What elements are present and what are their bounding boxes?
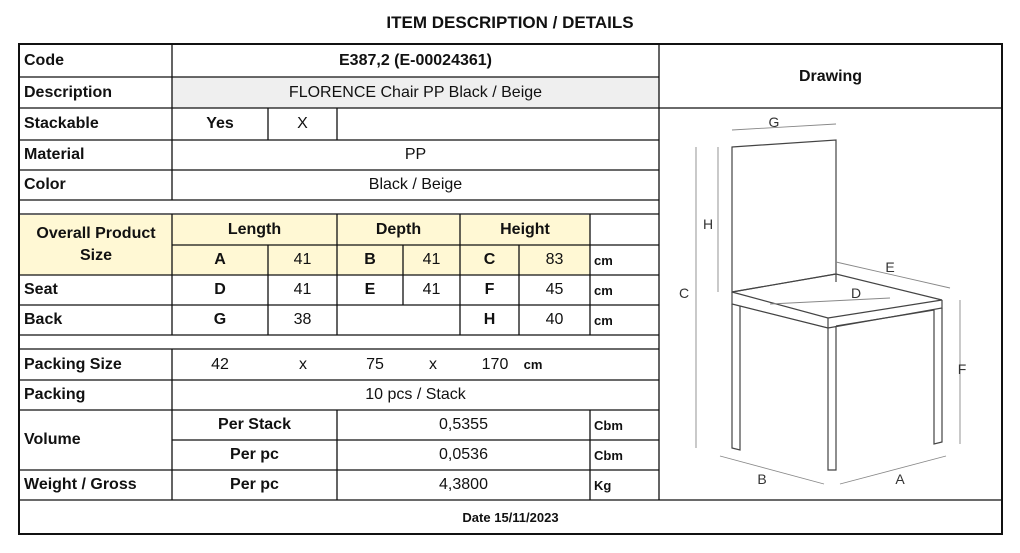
packing-size-x2: x [429, 355, 437, 373]
material-label: Material [24, 146, 85, 163]
back-label: Back [24, 311, 63, 328]
dim-f-key: F [484, 281, 495, 298]
drawing-letter-a: A [895, 471, 905, 487]
volume-per-pc-label: Per pc [230, 446, 279, 463]
weight-label: Weight / Gross [24, 476, 137, 493]
dim-e-value: 41 [422, 281, 441, 298]
drawing-letter-b: B [757, 471, 767, 487]
drawing-letter-g: G [768, 114, 780, 130]
dim-a-value: 41 [293, 251, 312, 268]
description-label: Description [24, 83, 113, 101]
dim-a-key: A [214, 251, 226, 268]
depth-header: Depth [375, 220, 422, 238]
dim-e-key: E [364, 281, 376, 298]
stackable-yes: Yes [206, 115, 234, 132]
weight-unit: Kg [594, 477, 612, 493]
packing-size-c: 170 [481, 355, 509, 373]
packing-size-a: 42 [211, 355, 229, 373]
dim-b-value: 41 [422, 251, 441, 268]
height-header: Height [500, 220, 550, 238]
dim-back-unit: cm [594, 312, 613, 328]
length-header: Length [227, 220, 282, 238]
dim-seat-unit: cm [594, 282, 613, 298]
volume-per-pc-value: 0,0536 [439, 446, 488, 463]
drawing-letter-f: F [957, 361, 967, 377]
volume-label: Volume [24, 431, 81, 448]
dim-b-key: B [364, 251, 376, 268]
dim-h-key: H [483, 311, 496, 328]
packing-value: 10 pcs / Stack [365, 386, 466, 403]
stackable-label: Stackable [24, 115, 99, 132]
dim-d-key: D [214, 281, 226, 298]
packing-size-label: Packing Size [24, 355, 122, 373]
material-value: PP [404, 146, 427, 163]
date-footer: Date 15/11/2023 [462, 509, 559, 525]
weight-value: 4,3800 [439, 476, 488, 493]
drawing-letter-c: C [678, 285, 690, 301]
color-value: Black / Beige [368, 176, 463, 193]
packing-size-b: 75 [366, 355, 384, 373]
weight-per-pc-label: Per pc [230, 476, 279, 493]
drawing-letter-h: H [702, 216, 714, 232]
code-label: Code [24, 52, 64, 69]
volume-per-stack-value: 0,5355 [439, 416, 488, 433]
dim-c-key: C [483, 251, 496, 268]
chair-drawing [660, 112, 1002, 498]
overall-size-label-line2: Size [79, 247, 112, 264]
description-value: FLORENCE Chair PP Black / Beige [288, 83, 543, 101]
color-label: Color [24, 176, 66, 193]
dim-g-key: G [213, 311, 227, 328]
dim-f-value: 45 [545, 281, 564, 298]
packing-label: Packing [24, 386, 86, 403]
drawing-letter-d: D [850, 285, 862, 301]
overall-size-label [20, 215, 172, 275]
packing-size-unit: cm [523, 357, 543, 372]
dim-d-value: 41 [293, 281, 312, 298]
code-value: E387,2 (E-00024361) [339, 52, 492, 69]
stackable-mark: X [297, 115, 308, 132]
document-title: ITEM DESCRIPTION / DETAILS [386, 13, 634, 32]
volume-per-pc-unit: Cbm [594, 447, 623, 463]
volume-per-stack-label: Per Stack [218, 416, 291, 433]
overall-size-label-line1: Overall Product [36, 225, 156, 242]
drawing-letter-e: E [885, 259, 895, 275]
dim-overall-unit: cm [594, 252, 613, 268]
seat-label: Seat [24, 281, 58, 298]
dim-h-value: 40 [545, 311, 564, 328]
volume-per-stack-unit: Cbm [594, 417, 623, 433]
packing-size-x1: x [299, 355, 307, 373]
drawing-header: Drawing [798, 67, 863, 85]
dim-g-value: 38 [293, 311, 312, 328]
dim-c-value: 83 [545, 251, 564, 268]
